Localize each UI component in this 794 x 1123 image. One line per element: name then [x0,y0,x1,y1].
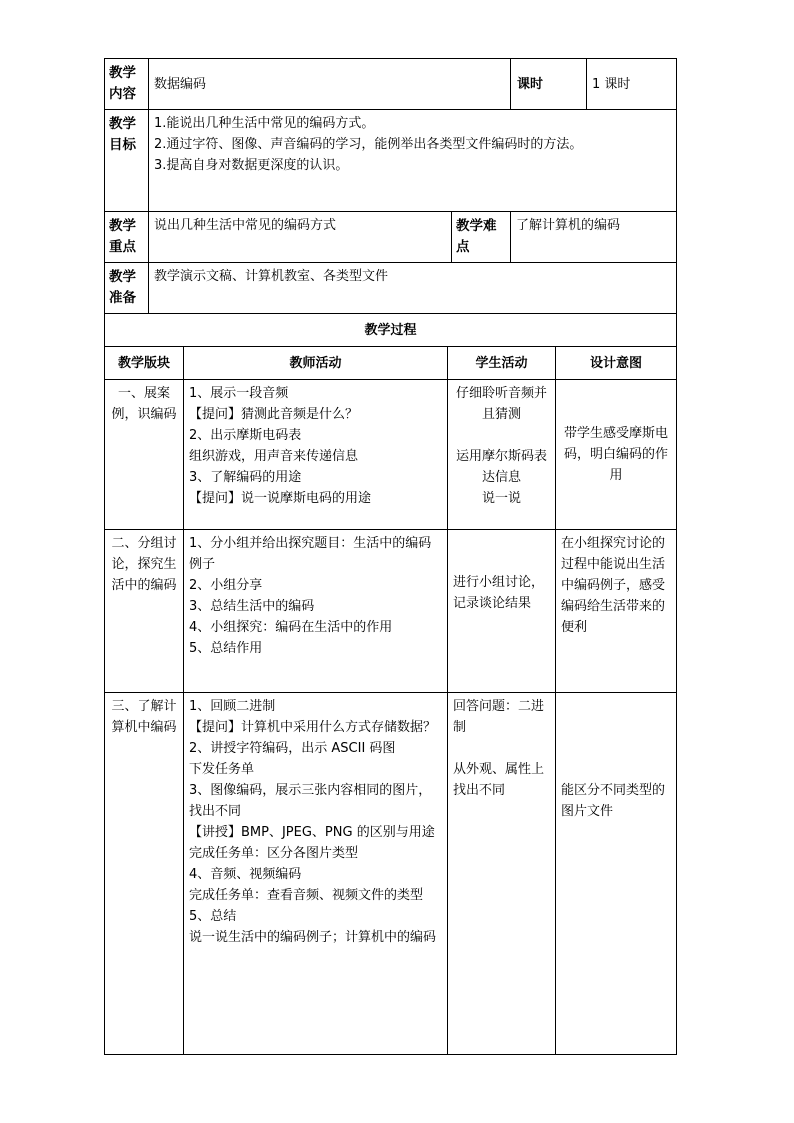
content-label: 教学内容 [105,59,149,110]
lesson-plan [104,58,676,1055]
teacher-cell [184,530,448,693]
teacher-line: 2、讲授字符编码，出示 ASCII 码图 [189,741,396,756]
process-title-row [105,314,677,347]
intent-cell: 能区分不同类型的图片文件 [556,693,677,1055]
teacher-line: 完成任务单：查看音频、视频文件的类型 [189,888,424,903]
process-table [104,313,677,1055]
focus-value: 说出几种生活中常见的编码方式 [149,212,452,263]
focus-label: 教学重点 [105,212,149,263]
student-gap [453,425,550,446]
teacher-line: 3、了解编码的用途 [189,470,302,485]
student-line: 说一说 [481,491,521,506]
intent-cell: 在小组探究讨论的过程中能说出生活中编码例子，感受编码给生活带来的便利 [556,530,677,693]
teacher-line: 4、小组探究：编码在生活中的作用 [189,620,393,635]
goals-row [105,110,677,212]
teacher-line: 4、音频、视频编码 [189,867,302,882]
prep-row [105,263,677,314]
block-cell: 二、分组讨论，探究生活中的编码 [105,530,184,693]
teacher-line: 说一说生活中的编码例子；计算机中的编码 [189,930,437,945]
student-cell [448,380,556,530]
student-line: 仔细聆听音频并且猜测 [455,386,547,422]
content-row [105,59,677,110]
teacher-cell [184,380,448,530]
teacher-line: 3、图像编码，展示三张内容相同的图片，找出不同 [189,783,432,819]
student-cell [448,693,556,1055]
goal-item: 2.通过字符、图像、声音编码的学习，能例举出各类型文件编码时的方法。 [154,137,583,152]
student-line: 回答问题：二进制 [453,699,545,735]
column-header: 学生活动 [448,347,556,380]
intent-cell: 带学生感受摩斯电码，明白编码的作用 [556,380,677,530]
teacher-line: 组织游戏，用声音来传递信息 [189,449,359,464]
teacher-line: 【提问】说一说摩斯电码的用途 [189,491,372,506]
table-row [105,530,677,693]
teacher-line: 5、总结作用 [189,641,263,656]
teacher-line: 1、展示一段音频 [189,386,289,401]
student-cell: 进行小组讨论，记录谈论结果 [448,530,556,693]
column-header: 教学版块 [105,347,184,380]
student-gap [453,738,550,759]
process-header-row [105,347,677,380]
info-table [104,58,677,314]
content-value: 数据编码 [149,59,511,110]
teacher-line: 1、回顾二进制 [189,699,276,714]
block-cell: 三、了解计算机中编码 [105,693,184,1055]
teacher-line: 2、小组分享 [189,578,263,593]
hours-label: 课时 [511,59,587,110]
goals-label: 教学目标 [105,110,149,212]
teacher-line: 3、总结生活中的编码 [189,599,315,614]
difficulty-label: 教学难点 [452,212,511,263]
focus-row [105,212,677,263]
teacher-line: 1、分小组并给出探究题目：生活中的编码例子 [189,536,432,572]
hours-value: 1 课时 [587,59,677,110]
teacher-line: 完成任务单：区分各图片类型 [189,846,359,861]
table-row [105,380,677,530]
teacher-line: 【讲授】BMP、JPEG、PNG 的区别与用途 [189,825,435,840]
student-line: 运用摩尔斯码表达信息 [455,449,547,485]
teacher-line: 5、总结 [189,909,237,924]
teacher-line: 【提问】计算机中采用什么方式存储数据？ [189,720,437,735]
difficulty-value: 了解计算机的编码 [511,212,677,263]
teacher-line: 【提问】猜测此音频是什么？ [189,407,359,422]
prep-label: 教学准备 [105,263,149,314]
teacher-line: 2、出示摩斯电码表 [189,428,302,443]
goals-list [149,110,677,212]
student-line: 从外观、属性上找出不同 [453,762,545,798]
column-header: 教师活动 [184,347,448,380]
table-row [105,693,677,1055]
goal-item: 1.能说出几种生活中常见的编码方式。 [154,116,375,131]
goal-item: 3.提高自身对数据更深度的认识。 [154,158,349,173]
teacher-line: 下发任务单 [189,762,255,777]
prep-value: 教学演示文稿、计算机教室、各类型文件 [149,263,677,314]
block-cell: 一、展案例，识编码 [105,380,184,530]
column-header: 设计意图 [556,347,677,380]
process-title: 教学过程 [105,314,677,347]
teacher-cell [184,693,448,1055]
